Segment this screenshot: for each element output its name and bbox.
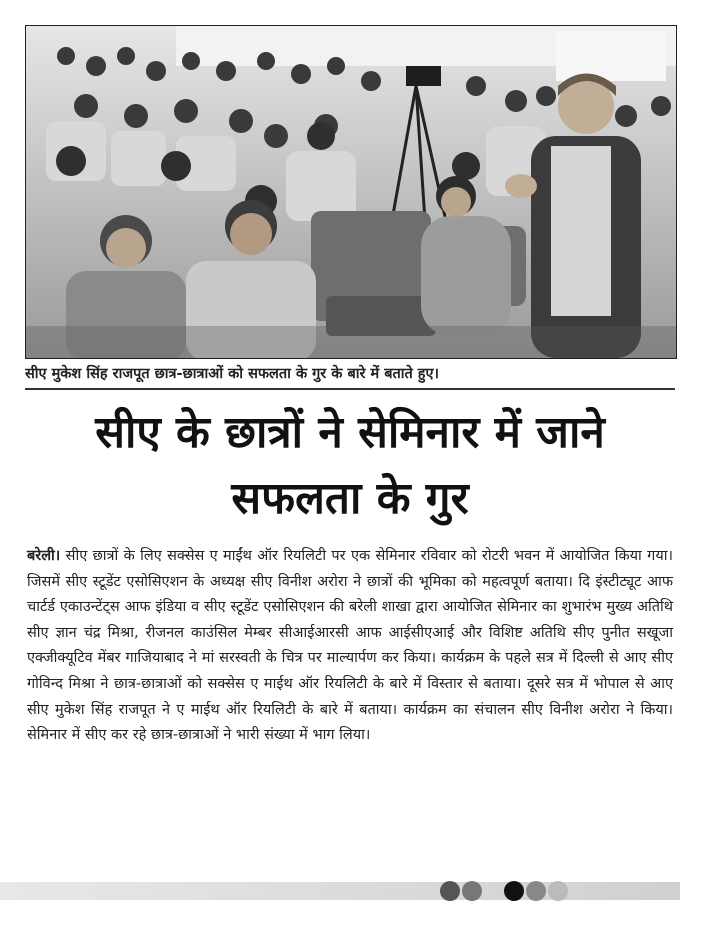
footer-dot bbox=[504, 881, 524, 901]
article-dateline: बरेली। bbox=[27, 548, 61, 564]
footer-dot bbox=[440, 881, 460, 901]
photo-caption: सीए मुकेश सिंह राजपूत छात्र-छात्राओं को सफलता के गुर के बारे में बताते हुए। bbox=[25, 366, 440, 382]
footer-dot bbox=[526, 881, 546, 901]
footer-dot bbox=[548, 881, 568, 901]
seminar-photo-illustration bbox=[26, 26, 676, 358]
footer-dot bbox=[462, 881, 482, 901]
article-headline bbox=[25, 400, 675, 532]
headline-line-2: सफलता के गुर bbox=[231, 473, 469, 524]
footer-bar bbox=[0, 882, 680, 900]
caption-divider bbox=[25, 388, 675, 390]
article-body-text: सीए छात्रों के लिए सक्सेस ए माईंथ ऑर रियलिटी पर एक सेमिनार रविवार को रोटरी भवन में आयोजित किया गया। जिसमें सीए स्टूडेंट एसोसिएशन के अध्यक्ष सीए विनीश अरोरा ने छात्रों की भूमिका को महत्वपूर्ण बताया। दि इंस्टीट्यूट आफ चार्टर्ड एकाउन्टेंट्स आफ इंडिया व सीए स्टूडेंट एसोसिएशन की बरेली शाखा द्वारा आयोजित सेमिनार का शुभारंभ मुख्य अतिथि सीए ज्ञान चंद्र मिश्रा, रीजनल काउंसिल मेम्बर सीआईआरसी आफ आईसीएआई और विशिष्ट अतिथि सीए पुनीत सखूजा एक्जीक्यूटिव मेंबर गाजियाबाद ने मां सरस्वती के चित्र पर माल्यार्पण कर किया। कार्यक्रम के पहले सत्र में दिल्ली से आए सीए गोविन्द मिश्रा ने छात्र-छात्राओं को सक्सेस ए माईथ ऑर रियलिटी के बारे में विस्तार से बताया। दूसरे सत्र में भोपाल से आए सीए मुकेश सिंह राजपूत ने ए माईथ ऑर रियलिटी के बारे में बताया। कार्यक्रम का संचालन सीए विनीश अरोरा ने किया। सेमिनार में सीए कर रहे छात्र-छात्राओं ने भारी संख्या में भाग लिया। bbox=[27, 548, 673, 744]
seminar-photo bbox=[25, 25, 677, 359]
footer-dots bbox=[440, 882, 568, 900]
article-body bbox=[27, 544, 673, 749]
headline-line-1: सीए के छात्रों ने सेमिनार में जाने bbox=[95, 407, 605, 458]
